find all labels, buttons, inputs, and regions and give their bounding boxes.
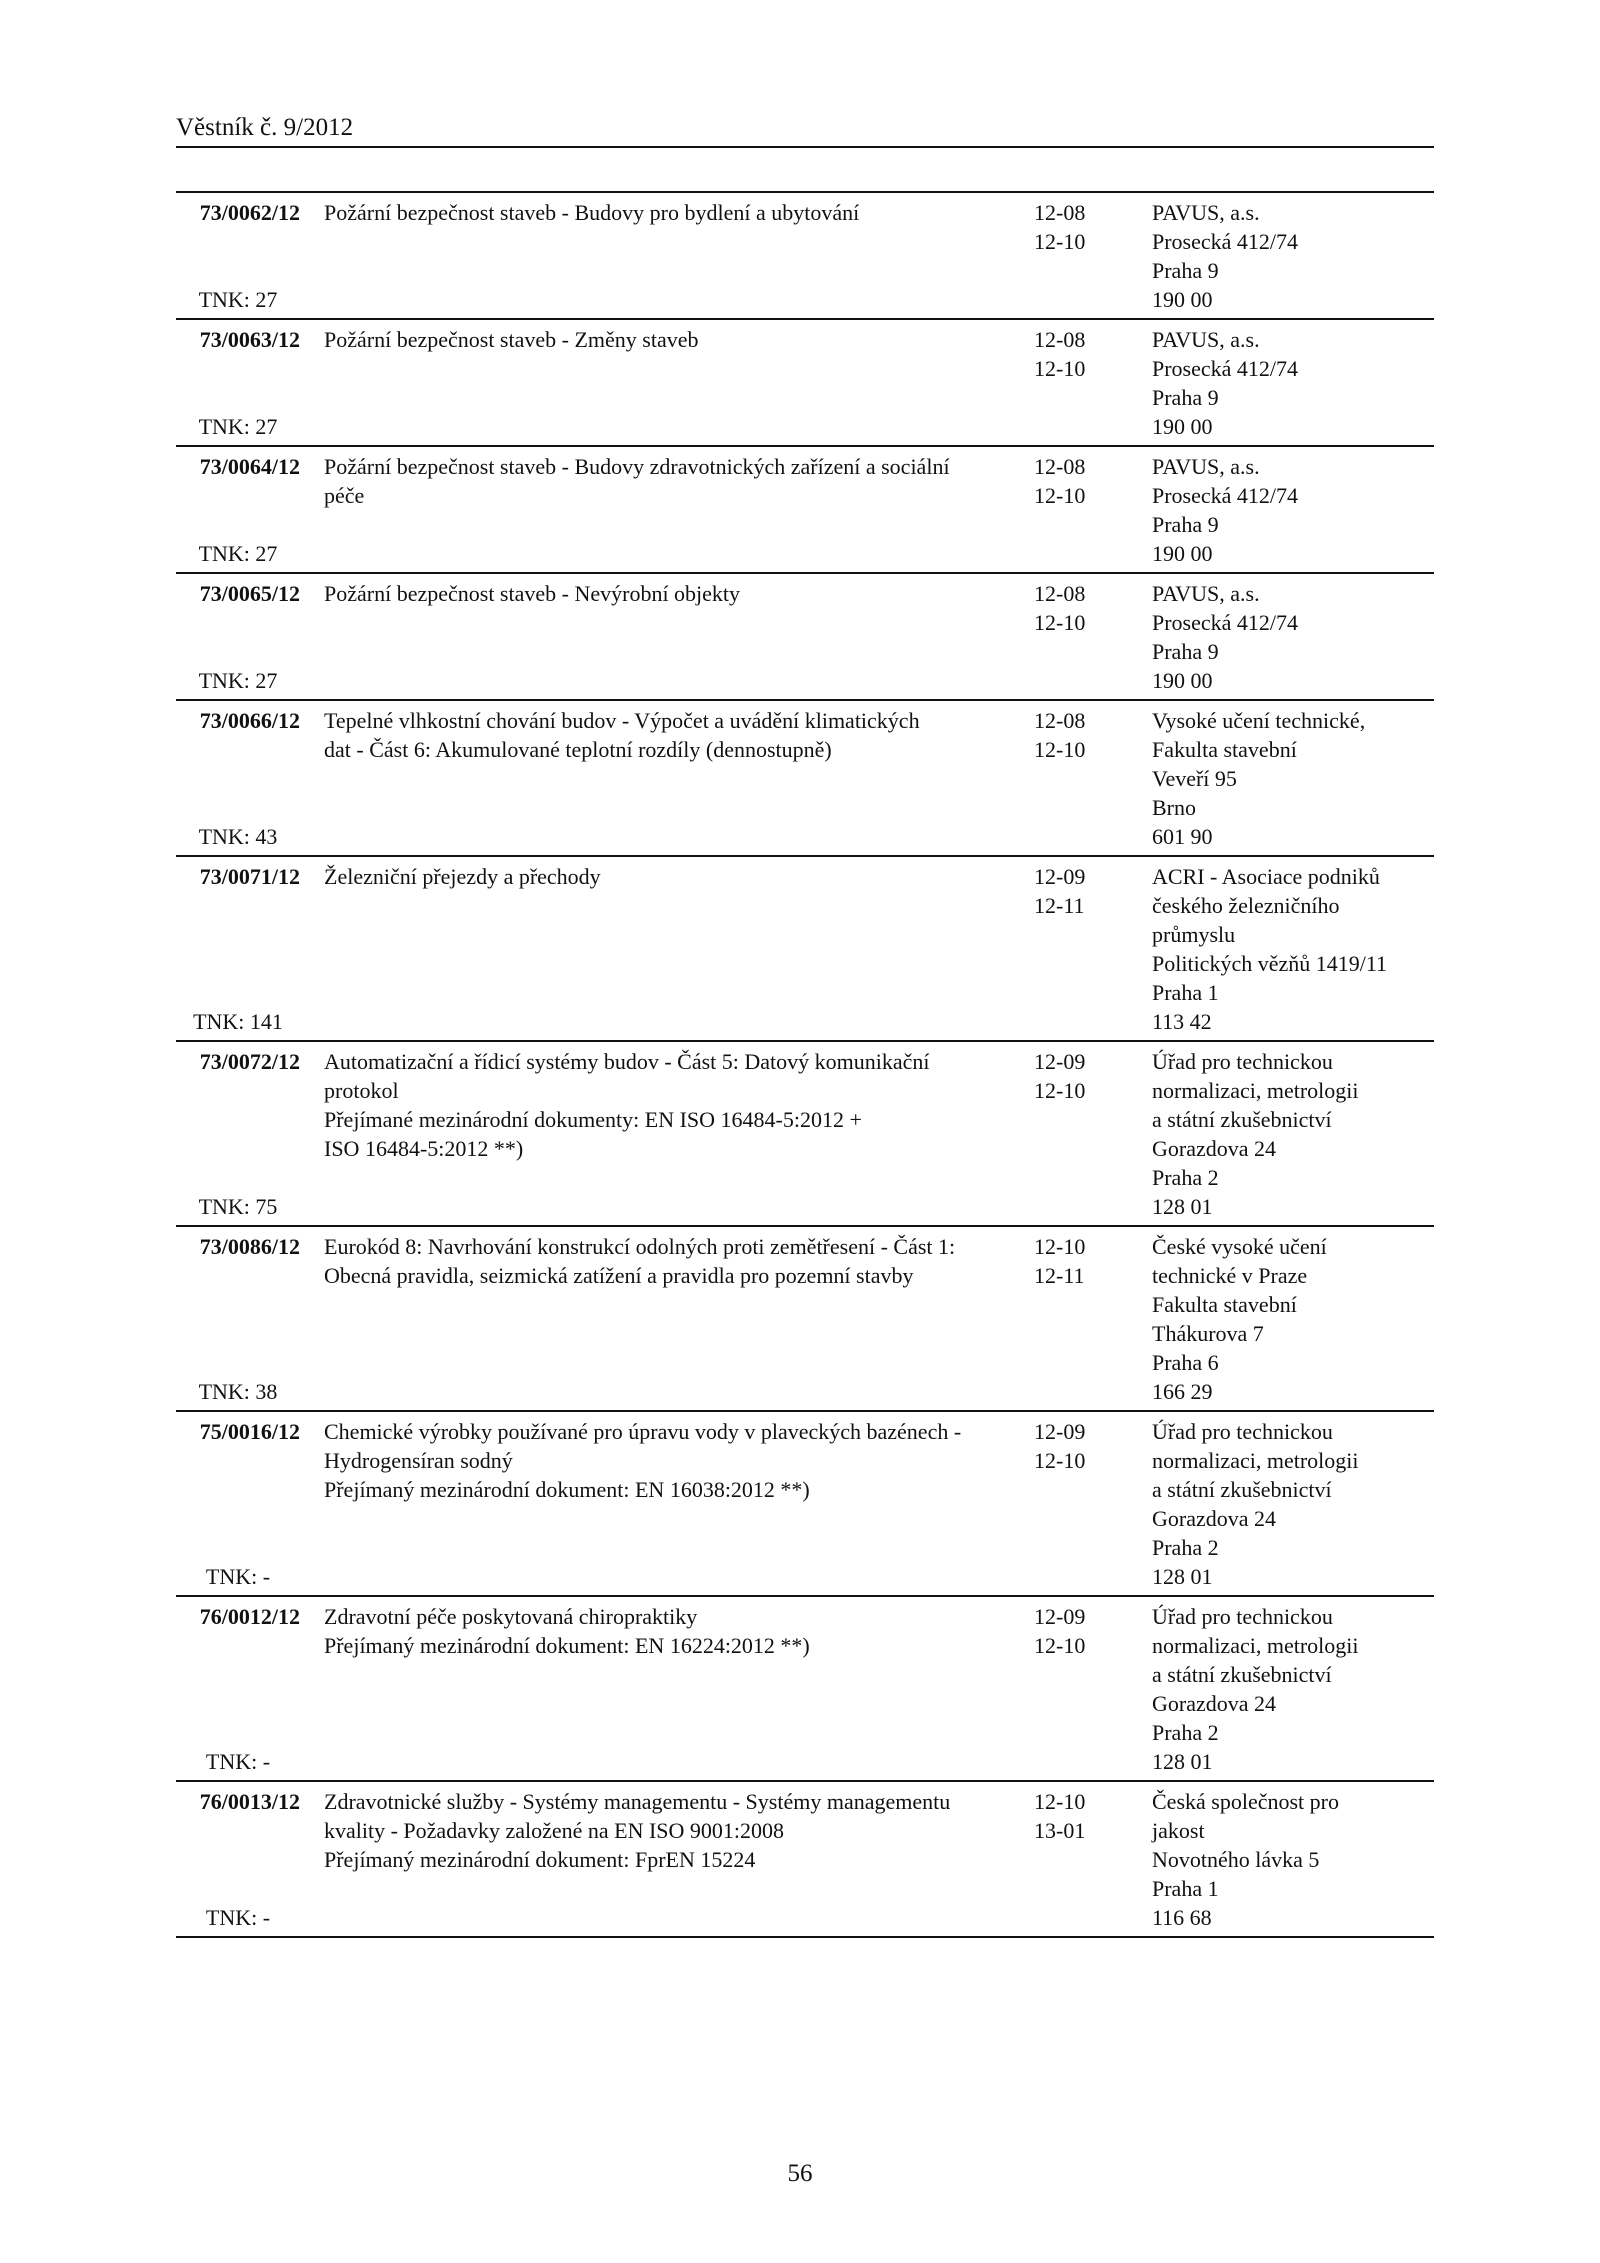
address-line: Veveří 95 bbox=[1152, 766, 1237, 791]
title-line: Železniční přejezdy a přechody bbox=[324, 864, 601, 889]
title-line: Obecná pravidla, seizmická zatížení a pravidla pro pozemní stavby bbox=[324, 1263, 914, 1288]
tnk-label: TNK: 38 bbox=[198, 1379, 278, 1404]
address-line: Úřad pro technickou bbox=[1152, 1049, 1333, 1074]
standard-title bbox=[304, 1042, 1024, 1225]
address-line: ACRI - Asociace podniků bbox=[1152, 864, 1380, 889]
table-row bbox=[176, 193, 1434, 320]
standard-number: 76/0012/12 bbox=[199, 1604, 300, 1629]
address-line: a státní zkušebnictví bbox=[1152, 1662, 1332, 1687]
address-line: Prosecká 412/74 bbox=[1152, 229, 1299, 254]
standard-id-cell bbox=[176, 701, 304, 855]
address-line: Gorazdova 24 bbox=[1152, 1506, 1277, 1531]
dates-cell bbox=[1024, 857, 1140, 1040]
address-line: PAVUS, a.s. bbox=[1152, 327, 1260, 352]
address-line: Fakulta stavební bbox=[1152, 737, 1297, 762]
address-line: normalizaci, metrologii bbox=[1152, 1633, 1359, 1658]
address-line: 190 00 bbox=[1152, 541, 1213, 566]
title-line: Přejímaný mezinárodní dokument: FprEN 15224 bbox=[324, 1847, 756, 1872]
address-line: Prosecká 412/74 bbox=[1152, 356, 1299, 381]
tnk-label: TNK: - bbox=[205, 1749, 271, 1774]
table-row bbox=[176, 447, 1434, 574]
date-value: 12-10 bbox=[1034, 737, 1086, 762]
address-line: Gorazdova 24 bbox=[1152, 1691, 1277, 1716]
address-line: 190 00 bbox=[1152, 668, 1213, 693]
page-number: 56 bbox=[787, 2160, 813, 2187]
address-line: Praha 6 bbox=[1152, 1350, 1219, 1375]
address-line: Prosecká 412/74 bbox=[1152, 483, 1299, 508]
table-row bbox=[176, 1412, 1434, 1597]
address-line: Fakulta stavební bbox=[1152, 1292, 1297, 1317]
date-value: 12-08 bbox=[1034, 327, 1086, 352]
standard-number: 73/0086/12 bbox=[199, 1234, 300, 1259]
tnk-label: TNK: - bbox=[205, 1905, 271, 1930]
table-row bbox=[176, 1042, 1434, 1227]
standard-title bbox=[304, 193, 1024, 318]
address-line: Politických vězňů 1419/11 bbox=[1152, 951, 1388, 976]
standard-number: 73/0062/12 bbox=[199, 200, 300, 225]
standard-number: 73/0064/12 bbox=[199, 454, 300, 479]
date-value: 12-10 bbox=[1034, 610, 1086, 635]
standard-id-cell bbox=[176, 1227, 304, 1410]
dates-cell bbox=[1024, 320, 1140, 445]
address-line: Praha 9 bbox=[1152, 512, 1219, 537]
dates-cell bbox=[1024, 1227, 1140, 1410]
standard-number: 73/0063/12 bbox=[199, 327, 300, 352]
address-line: Praha 1 bbox=[1152, 1876, 1219, 1901]
date-value: 12-11 bbox=[1034, 893, 1085, 918]
date-value: 12-10 bbox=[1034, 356, 1086, 381]
title-line: Požární bezpečnost staveb - Změny staveb bbox=[324, 327, 699, 352]
title-line: péče bbox=[324, 483, 365, 508]
processor-address bbox=[1140, 193, 1434, 318]
address-line: Praha 9 bbox=[1152, 258, 1219, 283]
standard-title bbox=[304, 1412, 1024, 1595]
tnk-label: TNK: 141 bbox=[193, 1009, 283, 1034]
processor-address bbox=[1140, 1042, 1434, 1225]
address-line: Thákurova 7 bbox=[1152, 1321, 1264, 1346]
address-line: 113 42 bbox=[1152, 1009, 1212, 1034]
date-value: 12-09 bbox=[1034, 1419, 1086, 1444]
address-line: Brno bbox=[1152, 795, 1196, 820]
address-line: PAVUS, a.s. bbox=[1152, 454, 1260, 479]
standard-title bbox=[304, 1227, 1024, 1410]
title-line: Chemické výrobky používané pro úpravu vody v plaveckých bazénech - bbox=[324, 1419, 962, 1444]
address-line: Praha 9 bbox=[1152, 385, 1219, 410]
table-row bbox=[176, 574, 1434, 701]
address-line: 190 00 bbox=[1152, 414, 1213, 439]
processor-address bbox=[1140, 1412, 1434, 1595]
dates-cell bbox=[1024, 193, 1140, 318]
address-line: 128 01 bbox=[1152, 1749, 1213, 1774]
address-line: PAVUS, a.s. bbox=[1152, 200, 1260, 225]
standard-title bbox=[304, 320, 1024, 445]
dates-cell bbox=[1024, 447, 1140, 572]
date-value: 12-10 bbox=[1034, 483, 1086, 508]
address-line: Praha 9 bbox=[1152, 639, 1219, 664]
standard-number: 73/0065/12 bbox=[199, 581, 300, 606]
table-row bbox=[176, 320, 1434, 447]
table-row bbox=[176, 1782, 1434, 1938]
address-line: normalizaci, metrologii bbox=[1152, 1448, 1359, 1473]
address-line: PAVUS, a.s. bbox=[1152, 581, 1260, 606]
standard-title bbox=[304, 857, 1024, 1040]
dates-cell bbox=[1024, 574, 1140, 699]
tnk-label: TNK: 27 bbox=[198, 668, 278, 693]
processor-address bbox=[1140, 1782, 1434, 1936]
address-line: 190 00 bbox=[1152, 287, 1213, 312]
processor-address bbox=[1140, 447, 1434, 572]
tnk-label: TNK: 27 bbox=[198, 541, 278, 566]
date-value: 12-11 bbox=[1034, 1263, 1085, 1288]
standard-number: 75/0016/12 bbox=[199, 1419, 300, 1444]
processor-address bbox=[1140, 1227, 1434, 1410]
tnk-label: TNK: 75 bbox=[198, 1194, 278, 1219]
standard-title bbox=[304, 701, 1024, 855]
address-line: Praha 2 bbox=[1152, 1535, 1219, 1560]
title-line: ISO 16484-5:2012 **) bbox=[324, 1136, 524, 1161]
processor-address bbox=[1140, 320, 1434, 445]
processor-address bbox=[1140, 1597, 1434, 1780]
standard-id-cell bbox=[176, 447, 304, 572]
title-line: Tepelné vlhkostní chování budov - Výpočet a uvádění klimatických bbox=[324, 708, 920, 733]
address-line: Prosecká 412/74 bbox=[1152, 610, 1299, 635]
standard-id-cell bbox=[176, 1042, 304, 1225]
date-value: 12-08 bbox=[1034, 454, 1086, 479]
address-line: Úřad pro technickou bbox=[1152, 1419, 1333, 1444]
title-line: kvality - Požadavky založené na EN ISO 9001:2008 bbox=[324, 1818, 785, 1843]
tnk-label: TNK: 27 bbox=[198, 287, 278, 312]
title-line: Přejímaný mezinárodní dokument: EN 16038:2012 **) bbox=[324, 1477, 810, 1502]
standard-number: 73/0066/12 bbox=[199, 708, 300, 733]
standard-number: 73/0072/12 bbox=[199, 1049, 300, 1074]
standard-id-cell bbox=[176, 193, 304, 318]
date-value: 12-08 bbox=[1034, 581, 1086, 606]
title-line: Požární bezpečnost staveb - Budovy pro bydlení a ubytování bbox=[324, 200, 860, 225]
address-line: průmyslu bbox=[1152, 922, 1236, 947]
title-line: Přejímané mezinárodní dokumenty: EN ISO 16484-5:2012 + bbox=[324, 1107, 862, 1132]
address-line: 128 01 bbox=[1152, 1194, 1213, 1219]
dates-cell bbox=[1024, 701, 1140, 855]
address-line: Praha 2 bbox=[1152, 1720, 1219, 1745]
date-value: 12-08 bbox=[1034, 200, 1086, 225]
processor-address bbox=[1140, 701, 1434, 855]
processor-address bbox=[1140, 857, 1434, 1040]
standard-id-cell bbox=[176, 574, 304, 699]
date-value: 12-09 bbox=[1034, 1604, 1086, 1629]
dates-cell bbox=[1024, 1782, 1140, 1936]
title-line: dat - Část 6: Akumulované teplotní rozdíly (dennostupně) bbox=[324, 737, 832, 762]
address-line: jakost bbox=[1152, 1818, 1205, 1843]
tnk-label: TNK: 43 bbox=[198, 824, 278, 849]
journal-title: Věstník č. 9/2012 bbox=[176, 114, 354, 141]
standard-id-cell bbox=[176, 857, 304, 1040]
address-line: 116 68 bbox=[1152, 1905, 1212, 1930]
address-line: 166 29 bbox=[1152, 1379, 1213, 1404]
address-line: technické v Praze bbox=[1152, 1263, 1308, 1288]
address-line: České vysoké učení bbox=[1152, 1234, 1327, 1259]
address-line: Praha 2 bbox=[1152, 1165, 1219, 1190]
date-value: 12-10 bbox=[1034, 229, 1086, 254]
table-row bbox=[176, 857, 1434, 1042]
address-line: Vysoké učení technické, bbox=[1152, 708, 1366, 733]
date-value: 12-10 bbox=[1034, 1633, 1086, 1658]
tnk-label: TNK: 27 bbox=[198, 414, 278, 439]
title-line: Hydrogensíran sodný bbox=[324, 1448, 513, 1473]
standard-id-cell bbox=[176, 1597, 304, 1780]
standards-table bbox=[176, 191, 1434, 1938]
title-line: Požární bezpečnost staveb - Budovy zdravotnických zařízení a sociální bbox=[324, 454, 950, 479]
date-value: 12-10 bbox=[1034, 1234, 1086, 1259]
address-line: Gorazdova 24 bbox=[1152, 1136, 1277, 1161]
title-line: Požární bezpečnost staveb - Nevýrobní objekty bbox=[324, 581, 741, 606]
standard-title bbox=[304, 574, 1024, 699]
address-line: Praha 1 bbox=[1152, 980, 1219, 1005]
standard-title bbox=[304, 1782, 1024, 1936]
standard-id-cell bbox=[176, 1412, 304, 1595]
processor-address bbox=[1140, 574, 1434, 699]
address-line: Novotného lávka 5 bbox=[1152, 1847, 1320, 1872]
address-line: Úřad pro technickou bbox=[1152, 1604, 1333, 1629]
address-line: Česká společnost pro bbox=[1152, 1789, 1339, 1814]
standard-title bbox=[304, 447, 1024, 572]
address-line: a státní zkušebnictví bbox=[1152, 1107, 1332, 1132]
date-value: 13-01 bbox=[1034, 1818, 1086, 1843]
table-row bbox=[176, 701, 1434, 857]
table-row bbox=[176, 1597, 1434, 1782]
table-row bbox=[176, 1227, 1434, 1412]
title-line: Zdravotnické služby - Systémy managementu - Systémy managementu bbox=[324, 1789, 951, 1814]
address-line: a státní zkušebnictví bbox=[1152, 1477, 1332, 1502]
dates-cell bbox=[1024, 1597, 1140, 1780]
title-line: Zdravotní péče poskytovaná chiropraktiky bbox=[324, 1604, 698, 1629]
page-header bbox=[176, 112, 1434, 148]
address-line: českého železničního bbox=[1152, 893, 1340, 918]
dates-cell bbox=[1024, 1042, 1140, 1225]
date-value: 12-09 bbox=[1034, 1049, 1086, 1074]
tnk-label: TNK: - bbox=[205, 1564, 271, 1589]
standard-title bbox=[304, 1597, 1024, 1780]
date-value: 12-10 bbox=[1034, 1448, 1086, 1473]
date-value: 12-08 bbox=[1034, 708, 1086, 733]
title-line: Přejímaný mezinárodní dokument: EN 16224:2012 **) bbox=[324, 1633, 810, 1658]
title-line: protokol bbox=[324, 1078, 399, 1103]
address-line: 601 90 bbox=[1152, 824, 1213, 849]
address-line: 128 01 bbox=[1152, 1564, 1213, 1589]
standard-number: 76/0013/12 bbox=[199, 1789, 300, 1814]
title-line: Eurokód 8: Navrhování konstrukcí odolných proti zemětřesení - Část 1: bbox=[324, 1234, 956, 1259]
standard-id-cell bbox=[176, 1782, 304, 1936]
standard-id-cell bbox=[176, 320, 304, 445]
address-line: normalizaci, metrologii bbox=[1152, 1078, 1359, 1103]
date-value: 12-10 bbox=[1034, 1078, 1086, 1103]
standard-number: 73/0071/12 bbox=[199, 864, 300, 889]
dates-cell bbox=[1024, 1412, 1140, 1595]
date-value: 12-09 bbox=[1034, 864, 1086, 889]
date-value: 12-10 bbox=[1034, 1789, 1086, 1814]
title-line: Automatizační a řídicí systémy budov - Část 5: Datový komunikační bbox=[324, 1049, 930, 1074]
